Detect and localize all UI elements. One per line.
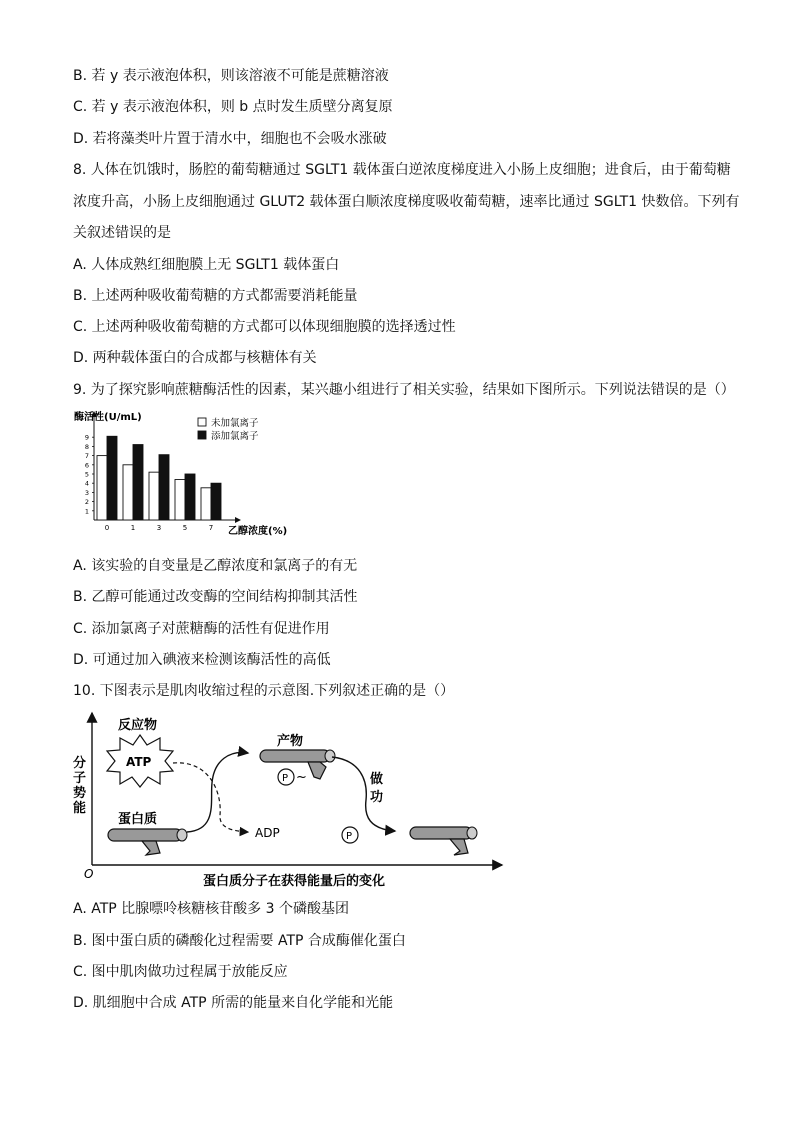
chart-bar bbox=[149, 472, 159, 520]
chart-x-axis-arrow bbox=[235, 517, 241, 523]
diagram-svg bbox=[70, 705, 510, 890]
product-label: 产物 bbox=[277, 734, 304, 749]
chart-legend-swatch bbox=[198, 431, 206, 439]
work-label-2: 功 bbox=[370, 790, 384, 805]
chart-x-tick-label: 1 bbox=[130, 524, 136, 532]
chart-bar bbox=[133, 445, 143, 520]
q9-option-b: B. 乙醇可能通过改变酶的空间结构抑制其活性 bbox=[73, 589, 358, 605]
q8-stem-line-1: 8. 人体在饥饿时，肠腔的葡萄糖通过 SGLT1 载体蛋白逆浓度梯度进入小肠上皮细胞；进食后，由于葡萄糖 bbox=[73, 162, 731, 178]
chart-y-tick-label: 6 bbox=[84, 461, 89, 470]
chart-bar bbox=[107, 436, 117, 520]
chart-x-label: 乙醇浓度(%) bbox=[228, 526, 288, 537]
chart-legend-label: 添加氯离子 bbox=[211, 431, 259, 442]
q7-option-d: D. 若将藻类叶片置于清水中，细胞也不会吸水涨破 bbox=[73, 131, 387, 147]
q8-stem-line-3: 关叙述错误的是 bbox=[73, 225, 171, 241]
chart-y-tick-label: 1 bbox=[84, 507, 89, 516]
chart-x-tick-label: 5 bbox=[182, 524, 188, 532]
chart-y-tick-label: 9 bbox=[84, 433, 89, 442]
chart-y-label: 酶活性(U/mL) bbox=[74, 412, 142, 423]
chart-x-tick-label: 0 bbox=[104, 524, 110, 532]
tilde-label: ~ bbox=[296, 770, 307, 785]
q9-stem: 9. 为了探究影响蔗糖酶活性的因素，某兴趣小组进行了相关实验，结果如下图所示。下列说法错误的是（） bbox=[73, 382, 735, 398]
chart-bar bbox=[185, 474, 195, 520]
origin-label: O bbox=[84, 867, 94, 881]
q10-option-d: D. 肌细胞中合成 ATP 所需的能量来自化学能和光能 bbox=[73, 995, 394, 1011]
q9-option-c: C. 添加氯离子对蔗糖酶的活性有促进作用 bbox=[73, 621, 330, 637]
protein-label: 蛋白质 bbox=[118, 812, 158, 827]
q8-option-a: A. 人体成熟红细胞膜上无 SGLT1 载体蛋白 bbox=[73, 257, 340, 273]
x-axis-label: 蛋白质分子在获得能量后的变化 bbox=[203, 874, 386, 889]
q10-option-c: C. 图中肌肉做功过程属于放能反应 bbox=[73, 964, 288, 980]
q8-stem-line-2: 浓度升高，小肠上皮细胞通过 GLUT2 载体蛋白顺浓度梯度吸收葡萄糖，速率比通过 SGLT1 快数倍。下列有 bbox=[73, 194, 740, 210]
chart-x-tick-label: 7 bbox=[208, 524, 214, 532]
q10-option-a: A. ATP 比腺嘌呤核糖核苷酸多 3 个磷酸基团 bbox=[73, 901, 349, 917]
chart-legend-label: 未加氯离子 bbox=[211, 418, 259, 429]
q9-option-d: D. 可通过加入碘液来检测该酶活性的高低 bbox=[73, 652, 331, 668]
atp-to-adp-arrow bbox=[173, 763, 248, 832]
final-protein-shape bbox=[410, 827, 477, 855]
work-label-1: 做 bbox=[370, 772, 384, 787]
chart-y-tick-label: 4 bbox=[84, 479, 89, 488]
chart-x-tick-label: 3 bbox=[156, 524, 162, 532]
chart-bar bbox=[159, 455, 169, 520]
y-axis-label-group bbox=[73, 755, 86, 816]
q9-option-a: A. 该实验的自变量是乙醇浓度和氯离子的有无 bbox=[73, 558, 358, 574]
q10-stem: 10. 下图表示是肌肉收缩过程的示意图.下列叙述正确的是（） bbox=[73, 683, 455, 699]
chart-y-tick-label: 8 bbox=[84, 442, 89, 451]
muscle-contraction-diagram bbox=[70, 705, 510, 890]
reactant-label: 反应物 bbox=[118, 718, 158, 733]
chart-bar bbox=[97, 456, 107, 520]
q7-option-c: C. 若 y 表示液泡体积，则 b 点时发生质壁分离复原 bbox=[73, 99, 393, 115]
chart-bar bbox=[211, 483, 221, 520]
adp-label: ADP bbox=[255, 826, 280, 840]
phosphate-label-2: P bbox=[346, 831, 353, 842]
q8-option-c: C. 上述两种吸收葡萄糖的方式都可以体现细胞膜的选择透过性 bbox=[73, 319, 456, 335]
chart-y-tick-label: 3 bbox=[84, 488, 89, 497]
chart-bar bbox=[123, 465, 133, 520]
atp-label: ATP bbox=[126, 755, 152, 769]
chart-y-tick-label: 5 bbox=[84, 470, 89, 479]
protein-shape bbox=[108, 829, 187, 855]
chart-y-tick-label: 7 bbox=[84, 452, 89, 461]
bar-chart-svg bbox=[72, 408, 302, 542]
q8-option-b: B. 上述两种吸收葡萄糖的方式都需要消耗能量 bbox=[73, 288, 358, 304]
q10-option-b: B. 图中蛋白质的磷酸化过程需要 ATP 合成酶催化蛋白 bbox=[73, 933, 406, 949]
phosphate-label-1: P bbox=[282, 773, 289, 784]
q7-option-b: B. 若 y 表示液泡体积，则该溶液不可能是蔗糖溶液 bbox=[73, 68, 389, 84]
chart-legend-swatch bbox=[198, 418, 206, 426]
work-arrow bbox=[332, 757, 395, 831]
chart-y-tick-label: 2 bbox=[84, 498, 89, 507]
chart-bar bbox=[201, 488, 211, 520]
chart-bar bbox=[175, 480, 185, 520]
enzyme-activity-chart bbox=[72, 408, 302, 542]
q8-option-d: D. 两种载体蛋白的合成都与核糖体有关 bbox=[73, 350, 317, 366]
y-axis-label: 分子势能 bbox=[73, 756, 87, 816]
